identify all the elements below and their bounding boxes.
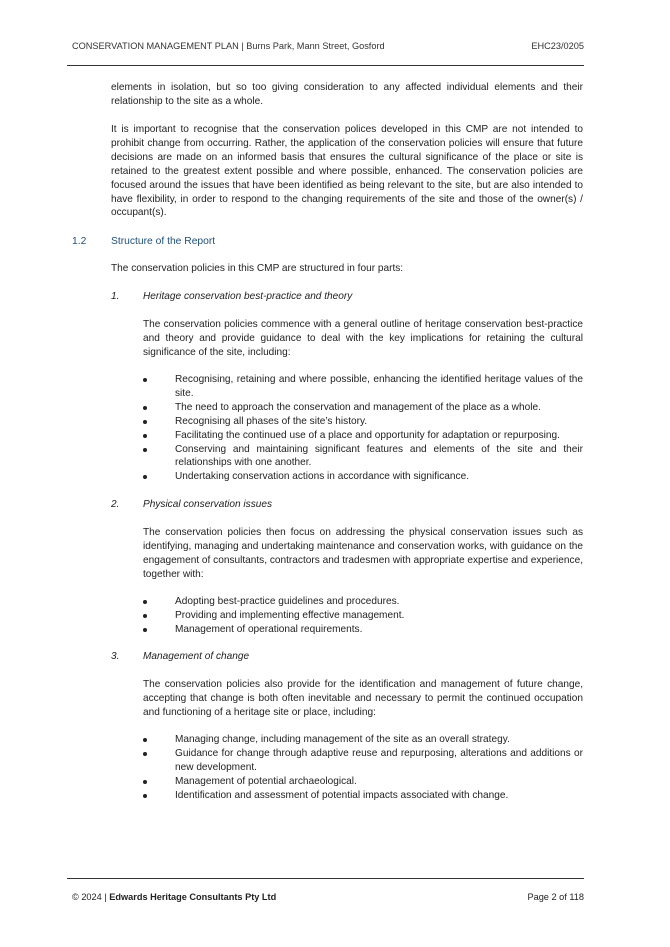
- list-item: Management of operational requirements.: [143, 623, 583, 637]
- bullet-icon: [143, 378, 147, 382]
- bullet-icon: [143, 628, 147, 632]
- list-item: Providing and implementing effective management.: [143, 609, 583, 623]
- bullet-icon: [143, 600, 147, 604]
- bullet-icon: [143, 434, 147, 438]
- bullet-icon: [143, 794, 147, 798]
- list-item: Conserving and maintaining significant features and elements of the site and their relationships with one another.: [143, 443, 583, 471]
- list-item: Guidance for change through adaptive reuse and repurposing, alterations and additions or new development.: [143, 747, 583, 775]
- bullet-icon: [143, 420, 147, 424]
- section-title: Structure of the Report: [111, 236, 216, 247]
- footer-credit: [72, 891, 276, 905]
- list-item: Identification and assessment of potential impacts associated with change.: [143, 789, 583, 803]
- bullet-icon: [143, 448, 147, 452]
- bullet-list-1: [143, 373, 583, 484]
- bullet-list-3: [143, 733, 583, 803]
- footer-divider: [67, 878, 584, 879]
- document-title: CONSERVATION MANAGEMENT PLAN | Burns Park, Mann Street, Gosford: [72, 41, 385, 51]
- bullet-icon: [143, 475, 147, 479]
- part-title: Physical conservation issues: [143, 499, 273, 510]
- bullet-icon: [143, 780, 147, 784]
- bullet-icon: [143, 752, 147, 756]
- page-number: Page 2 of 118: [527, 892, 584, 902]
- part-title: Management of change: [143, 651, 250, 662]
- list-item: The need to approach the conservation and management of the place as a whole.: [143, 401, 583, 415]
- part-text-3: The conservation policies also provide for the identification and management of future change, accepting that change is both often inevitable and necessary to permit the continued occupation and functioning of a heritage site or place, including:: [143, 679, 583, 718]
- bullet-icon: [143, 738, 147, 742]
- part-number: 2.: [111, 499, 120, 510]
- list-item: Adopting best-practice guidelines and procedures.: [143, 595, 583, 609]
- company-name: Edwards Heritage Consultants Pty Ltd: [109, 892, 277, 902]
- bullet-list-2: [143, 595, 583, 637]
- section-number: 1.2: [72, 236, 87, 247]
- part-number: 1.: [111, 291, 120, 302]
- intro-paragraph-2: It is important to recognise that the conservation polices developed in this CMP are not intended to prohibit change from occurring. Rather, the application of the conservation policies will ensure that future decisions are made on an informed basis that ensures the cultural significance of the place or site is retained to the greatest extent possible and where possible, enhanced. The conservation policies are focused around the issues that have been identified as being relevant to the site, but are also intended to have flexibility, in order to respond to the changing requirements of the site and those of the owner(s) / occupant(s).: [111, 124, 583, 219]
- bullet-icon: [143, 406, 147, 410]
- part-number: 3.: [111, 651, 120, 662]
- list-item: Undertaking conservation actions in accordance with significance.: [143, 470, 583, 484]
- part-text-1: The conservation policies commence with a general outline of heritage conservation best-practice and theory and provide guidance to deal with the key implications for retaining the cultural significance of the site, including:: [143, 319, 583, 358]
- document-reference: EHC23/0205: [531, 41, 584, 51]
- list-item: Facilitating the continued use of a place and opportunity for adaptation or repurposing.: [143, 429, 583, 443]
- list-item: Management of potential archaeological.: [143, 775, 583, 789]
- section-intro: The conservation policies in this CMP are structured in four parts:: [111, 263, 404, 274]
- bullet-icon: [143, 614, 147, 618]
- page-footer: [72, 891, 584, 905]
- list-item: Recognising all phases of the site’s history.: [143, 415, 583, 429]
- intro-paragraph-1: elements in isolation, but so too giving consideration to any affected individual elements and their relationship to the site as a whole.: [111, 82, 583, 107]
- list-item: Recognising, retaining and where possible, enhancing the identified heritage values of the site.: [143, 373, 583, 401]
- page-header: [72, 40, 584, 54]
- part-text-2: The conservation policies then focus on addressing the physical conservation issues such as identifying, managing and undertaking maintenance and conservation works, with guidance on the engagement of consultants, contractors and tradesmen with appropriate expertise and experience, together with:: [143, 527, 583, 580]
- list-item: Managing change, including management of the site as an overall strategy.: [143, 733, 583, 747]
- part-title: Heritage conservation best-practice and theory: [143, 291, 353, 302]
- copyright-text: © 2024 |: [72, 892, 110, 902]
- header-divider: [67, 65, 584, 66]
